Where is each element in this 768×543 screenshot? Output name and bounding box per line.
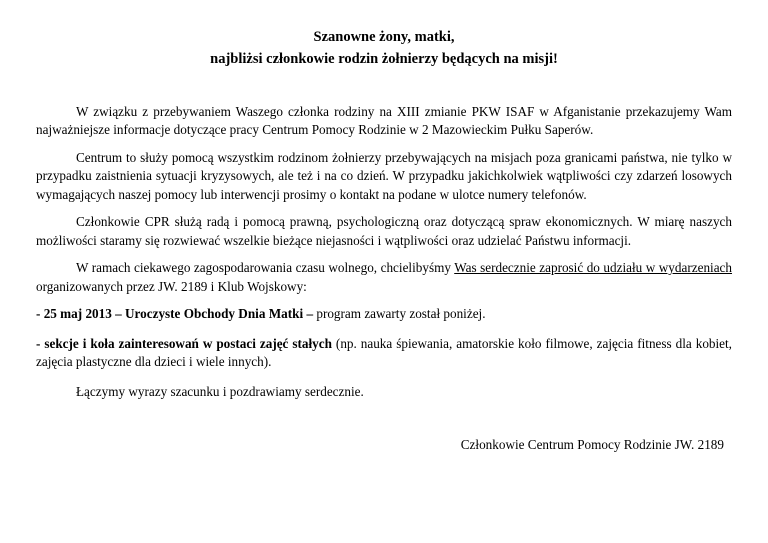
event-sections-detail: (np. nauka śpiewania, amatorskie koło filmowe, zajęcia fitness dla kobiet, zajęcia plastyczne dla dzieci i wiele innych). xyxy=(36,335,732,370)
document-heading xyxy=(36,26,732,71)
event-item-mothers-day xyxy=(36,305,732,323)
event-item-sections xyxy=(36,335,732,372)
event-sections-title: - sekcje i koła zainteresowań w postaci zajęć stałych xyxy=(36,335,332,351)
heading-line-1: Szanowne żony, matki, xyxy=(313,29,455,45)
invitation-text-before: W ramach ciekawego zagospodarowania czasu wolnego, chcielibyśmy xyxy=(76,260,455,276)
document-signature: Członkowie Centrum Pomocy Rodzinie JW. 2189 xyxy=(460,437,724,453)
paragraph-cpr-purpose: Centrum to służy pomocą wszystkim rodzinom żołnierzy przebywających na misjach poza granicami państwa, nie tylko w przypadku zaistnienia sytuacji kryzysowych, ale też i na co dzień. W przypadku jakichkolwiek wątpliwości czy zdarzeń losowych wymagających naszej pomocy lub interwencji prosimy o kontakt na podane w ulotce numery telefonów. xyxy=(36,149,732,202)
paragraph-cpr-advice: Członkowie CPR służą radą i pomocą prawną, psychologiczną oraz dotyczącą spraw ekonomicznych. W miarę naszych możliwości staramy się rozwiewać wszelkie bieżące niejasności i wątpliwości oraz udzielać Państwu informacji. xyxy=(36,214,732,248)
invitation-text-after: organizowanych przez JW. 2189 i Klub Wojskowy: xyxy=(36,278,307,294)
heading-spacer xyxy=(36,89,732,103)
heading-line-2: najbliżsi członkowie rodzin żołnierzy będących na misji! xyxy=(210,51,558,68)
paragraph-invitation xyxy=(36,259,732,296)
paragraph-intro: W związku z przebywaniem Waszego członka rodziny na XIII zmianie PKW ISAF w Afganistanie przekazujemy Wam najważniejsze informacje dotyczące pracy Centrum Pomocy Rodzinie w 2 Mazowieckim Pułku Saperów. xyxy=(36,103,732,138)
event-mothers-day-title: - 25 maj 2013 – Uroczyste Obchody Dnia Matki – xyxy=(36,306,314,322)
invitation-highlight: Was serdecznie zaprosić do udziału w wydarzeniach xyxy=(454,260,733,276)
event-mothers-day-detail: program zawarty został poniżej. xyxy=(313,306,486,322)
paragraph-closing: Łączymy wyrazy szacunku i pozdrawiamy serdecznie. xyxy=(76,383,364,399)
